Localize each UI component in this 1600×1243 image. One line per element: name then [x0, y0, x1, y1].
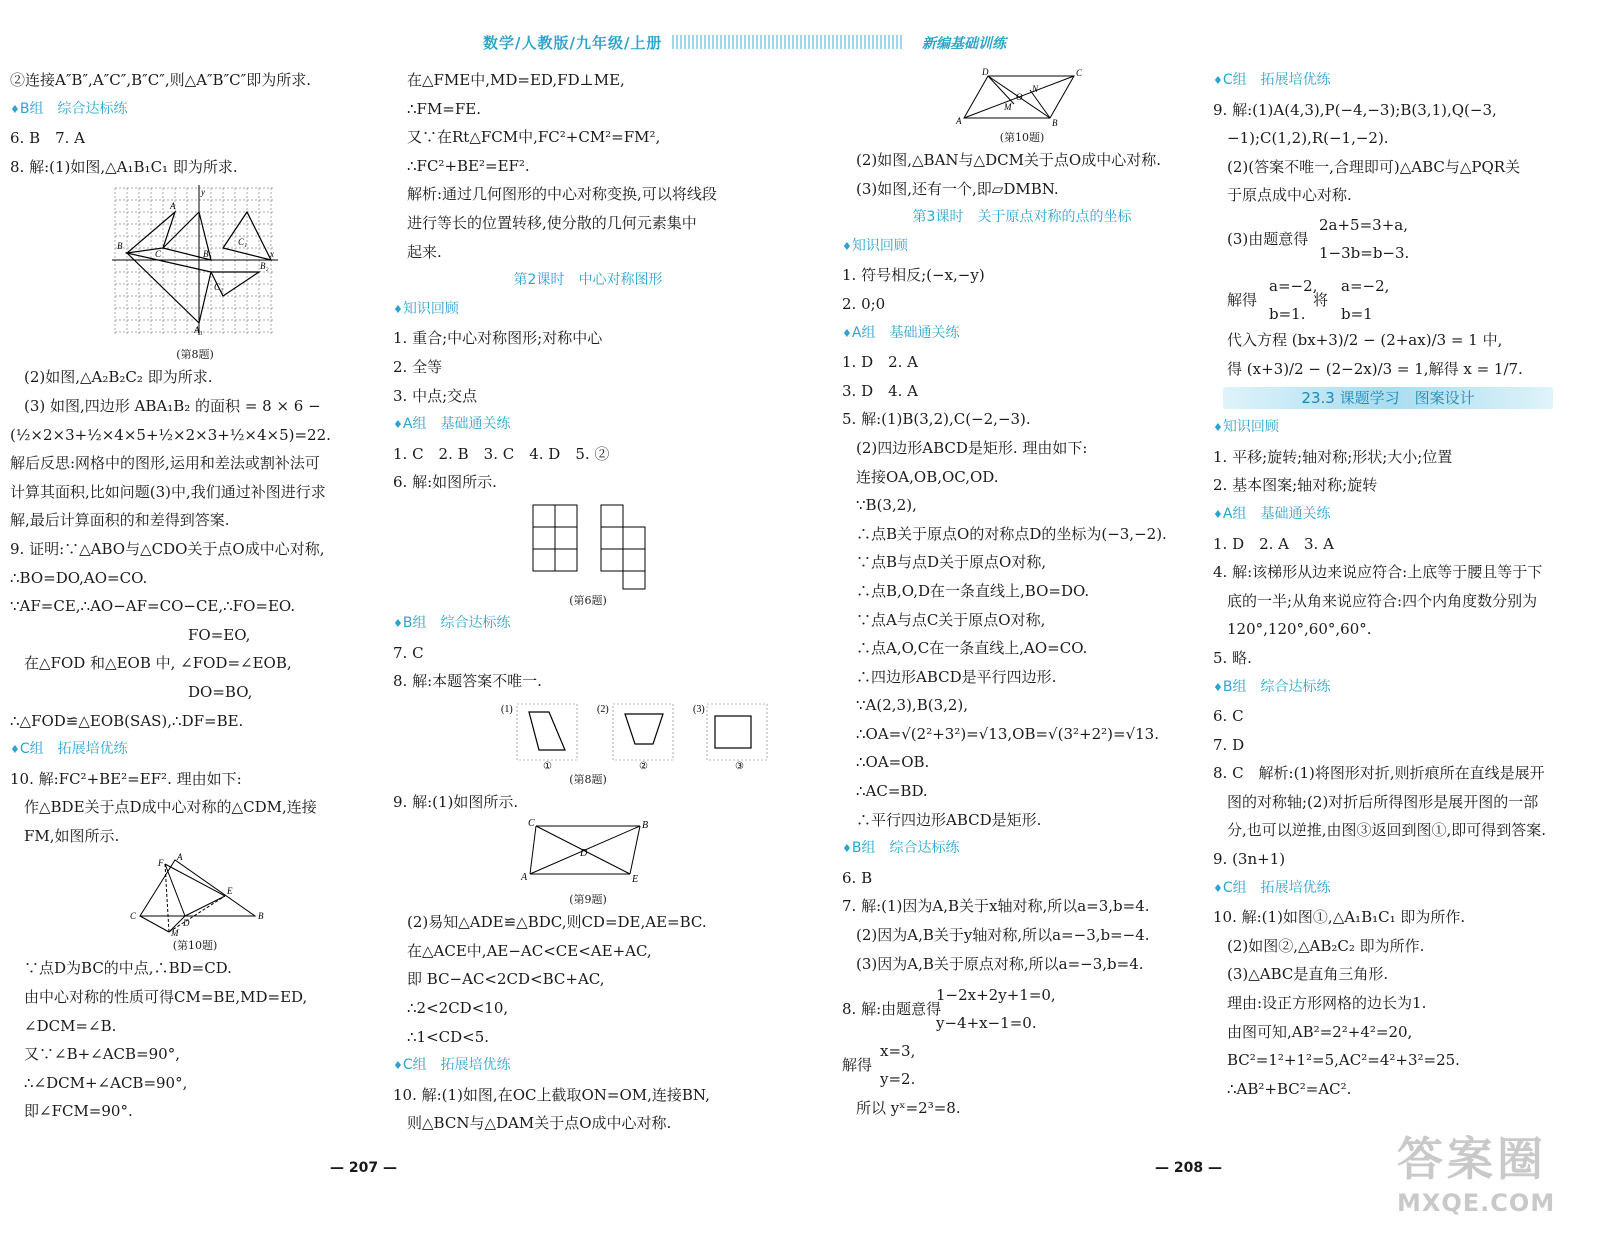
text-line: 解后反思:网格中的图形,运用和差法或割补法可 [10, 454, 320, 473]
text-line: x=3, [880, 1042, 916, 1061]
page-number-left: — 207 — [330, 1160, 397, 1176]
figure-caption: (第10题) [172, 939, 218, 953]
section-b-heading: ♦ B组 综合达标练 [393, 609, 783, 639]
text-line: 6. 解:如图所示. [393, 473, 497, 492]
triangle-figure-10 [125, 852, 265, 939]
text-line: 3. D 4. A [842, 381, 919, 400]
text-line: y=2. [880, 1070, 916, 1089]
svg-text:B: B [642, 820, 649, 832]
brand-name: 新编基础训练 [922, 36, 1006, 52]
text-line: 所以 yˣ=2³=8. [856, 1099, 961, 1118]
watermark-bottom: MXQE.COM [1397, 1189, 1556, 1217]
svg-text:E: E [632, 874, 639, 886]
text-line: 1. D 2. A [842, 353, 919, 372]
watermark [1397, 1123, 1582, 1223]
text-line: 分,也可以逆推,由图③返回到图①,即可得到答案. [1227, 821, 1547, 840]
svg-text:E: E [227, 886, 233, 897]
svg-text:A: A [177, 852, 183, 863]
solution-block [1213, 268, 1598, 326]
text-line: 2. 基本图案;轴对称;旋转 [1213, 476, 1378, 495]
svg-text:B: B [1052, 118, 1058, 128]
text-line: ∴∠DCM+∠ACB=90°, [24, 1073, 188, 1092]
text-line: (3) 如图,四边形 ABA₁B₂ 的面积 = 8 × 6 − [24, 396, 321, 415]
lesson-title: 第2课时 中心对称图形 [513, 272, 663, 289]
text-line: 10. 解:(1)如图①,△A₁B₁C₁ 即为所作. [1213, 908, 1466, 927]
text-line: 解得 [1227, 290, 1258, 309]
svg-text:A: A [170, 201, 176, 212]
section-banner: 23.3 课题学习 图案设计 [1223, 387, 1553, 409]
section-c-heading: ♦ C组 拓展培优练 [393, 1051, 783, 1081]
text-line: 于原点成中心对称. [1227, 186, 1352, 205]
watermark-top: 答案圈 [1397, 1132, 1547, 1186]
text-line: 由图可知,AB²=2²+4²=20, [1227, 1022, 1413, 1041]
column-2 [393, 66, 783, 1138]
svg-text:①: ① [543, 760, 552, 772]
text-line: 则△BCN与△DAM关于点O成中心对称. [407, 1114, 672, 1133]
text-line: ∵A(2,3),B(3,2), [856, 696, 969, 715]
svg-text:C: C [130, 911, 137, 922]
svg-text:(1): (1) [501, 703, 513, 715]
svg-text:A₁: A₁ [194, 325, 203, 336]
text-line: 即 BC−AC<2CD<BC+AC, [407, 970, 605, 989]
parallelogram-figure-10 [952, 68, 1092, 128]
section-c-heading: ♦ C组 拓展培优练 [1213, 874, 1598, 904]
svg-text:x: x [270, 249, 274, 260]
column-4 [1213, 66, 1598, 1103]
figure-caption: (第8题) [569, 772, 607, 786]
section-c-heading: ♦ C组 拓展培优练 [10, 735, 380, 765]
figure-caption: (第8题) [176, 348, 214, 362]
text-line: 解析:通过几何图形的中心对称变换,可以将线段 [407, 185, 717, 204]
text-line: FO=EO, [188, 625, 251, 644]
section-c-heading: ♦ C组 拓展培优练 [1213, 66, 1598, 96]
svg-text:A: A [521, 872, 528, 884]
text-line: 在△FOD 和△EOB 中, ∠FOD=∠EOB, [24, 654, 292, 673]
text-line: 2. 全等 [393, 357, 443, 376]
grid-figure-8 [110, 183, 280, 345]
text-line: 得 (x+3)/2 − (2−2x)/3 = 1,解得 x = 1/7. [1227, 359, 1523, 378]
figure-caption: (第9题) [569, 893, 607, 907]
text-line: ∴四边形ABCD是平行四边形. [856, 667, 1057, 686]
section-b-heading: ♦ B组 综合达标练 [10, 95, 380, 125]
text-line: 5. 略. [1213, 648, 1252, 667]
svg-text:C: C [155, 249, 162, 260]
text-line: 1. 平移;旋转;轴对称;形状;大小;位置 [1213, 447, 1453, 466]
lesson-title: 第3课时 关于原点对称的点的坐标 [912, 209, 1132, 226]
text-line: 解,最后计算面积的和差得到答案. [10, 511, 230, 530]
text-line: 9. (3n+1) [1213, 850, 1286, 869]
svg-text:(2): (2) [597, 703, 609, 715]
text-line: 底的一半;从角来说应符合:四个内角度数分别为 [1227, 591, 1538, 610]
svg-text:M: M [1004, 102, 1012, 112]
text-line: y−4+x−1=0. [936, 1014, 1037, 1033]
text-line: (3)△ABC是直角三角形. [1227, 965, 1389, 984]
section-knowledge-heading: ♦ 知识回顾 [1213, 413, 1598, 443]
text-line: ∵AF=CE,∴AO−AF=CO−CE,∴FO=EO. [10, 597, 296, 616]
svg-text:O: O [1016, 92, 1023, 102]
text-line: 8. 解:(1)如图,△A₁B₁C₁ 即为所求. [10, 157, 238, 176]
svg-text:B₂: B₂ [260, 261, 269, 272]
text-line: ∴平行四边形ABCD是矩形. [856, 810, 1042, 829]
svg-text:C: C [528, 818, 535, 830]
text-line: 1. 符号相反;(−x,−y) [842, 266, 985, 285]
text-line: 在△FME中,MD=ED,FD⊥ME, [407, 71, 625, 89]
text-line: ∴OA=OB. [856, 753, 930, 772]
text-line: 1−3b=b−3. [1319, 243, 1410, 262]
text-line: 连接OA,OB,OC,OD. [856, 467, 999, 486]
text-line: ∴AB²+BC²=AC². [1227, 1079, 1352, 1098]
text-line: 9. 证明:∵△ABO与△CDO关于点O成中心对称, [10, 539, 325, 558]
text-line: ∴△FOD≌△EOB(SAS),∴DF=BE. [10, 711, 244, 730]
figure-caption: (第10题) [999, 131, 1045, 144]
text-line: (2)(答案不唯一,合理即可)△ABC与△PQR关 [1227, 157, 1521, 176]
text-line: 计算其面积,比如问题(3)中,我们通过补图进行求 [10, 482, 326, 501]
column-3 [842, 66, 1202, 1123]
svg-text:C: C [1076, 68, 1083, 78]
svg-text:B: B [258, 911, 264, 922]
svg-text:B: B [117, 241, 123, 252]
section-b-heading: ♦ B组 综合达标练 [842, 834, 1202, 864]
text-line: ∴BO=DO,AO=CO. [10, 568, 148, 587]
text-line: ∴AC=BD. [856, 782, 928, 801]
text-line: (2)易知△ADE≌△BDC,则CD=DE,AE=BC. [407, 913, 707, 932]
text-line: ∴FC²+BE²=EF². [407, 156, 530, 175]
text-line: 6. C [1213, 707, 1244, 726]
figure-caption: (第6题) [569, 593, 607, 607]
text-line: 将 [1313, 290, 1329, 309]
text-line: 3. 中点;交点 [393, 386, 478, 405]
text-line: ∴OA=√(2²+3²)=√13,OB=√(3²+2²)=√13. [856, 724, 1159, 743]
text-line: a=−2, [1269, 276, 1318, 295]
section-knowledge-heading: ♦ 知识回顾 [842, 232, 1202, 262]
text-line: ∵点D为BC的中点,∴BD=CD. [24, 959, 232, 978]
text-line: 8. 解:由题意得 [842, 1000, 942, 1019]
text-line: 10. 解:FC²+BE²=EF². 理由如下: [10, 769, 242, 788]
trapezoid-figure-8 [453, 698, 744, 772]
svg-text:N: N [1032, 84, 1039, 94]
book-title: 数学/人教版/九年级/上册 [483, 34, 663, 52]
text-line: 又∵∠B+∠ACB=90°, [24, 1045, 180, 1064]
text-line: 1. C 2. B 3. C 4. D 5. ② [393, 444, 610, 463]
text-line: −1);C(1,2),R(−1,−2). [1227, 129, 1389, 148]
text-line: b=1 [1341, 304, 1373, 323]
text-line: 进行等长的位置转移,使分散的几何元素集中 [407, 213, 697, 232]
parallelogram-figure-9 [518, 818, 658, 890]
svg-text:y: y [201, 187, 205, 198]
text-line: b=1. [1269, 304, 1306, 323]
section-b-heading: ♦ B组 综合达标练 [1213, 673, 1598, 703]
text-line: FM,如图所示. [24, 826, 120, 845]
text-line: 120°,120°,60°,60°. [1227, 620, 1372, 639]
svg-text:③: ③ [735, 760, 744, 772]
text-line: (2)四边形ABCD是矩形. 理由如下: [856, 438, 1088, 457]
text-line: 8. 解:本题答案不唯一. [393, 672, 542, 691]
text-line: 2a+5=3+a, [1319, 215, 1408, 234]
text-line: 8. C 解析:(1)将图形对折,则折痕所在直线是展开 [1213, 764, 1545, 783]
text-line: (2)如图②,△AB₂C₂ 即为所作. [1227, 936, 1425, 955]
svg-text:②: ② [639, 760, 648, 772]
svg-text:D: D [183, 918, 190, 929]
text-line: ∵点A与点C关于原点O对称, [856, 610, 1046, 629]
text-line: ∴点A,O,C在一条直线上,AO=CO. [856, 639, 1088, 658]
text-line: 4. 解:该梯形从边来说应符合:上底等于腰且等于下 [1213, 563, 1543, 582]
text-line: 5. 解:(1)B(3,2),C(−2,−3). [842, 410, 1031, 429]
text-line: ∴FM=FE. [407, 99, 482, 118]
text-line: 起来. [407, 242, 442, 261]
text-line: 图的对称轴;(2)对折后所得图形是展开图的一部 [1227, 792, 1539, 811]
svg-text:D: D [982, 67, 989, 77]
text-line: ∴1<CD<5. [407, 1027, 490, 1046]
svg-text:C₁: C₁ [238, 237, 248, 248]
text-line: 代入方程 (bx+3)/2 − (2+ax)/3 = 1 中, [1227, 330, 1503, 349]
section-a-heading: ♦ A组 基础通关练 [842, 319, 1202, 349]
section-a-heading: ♦ A组 基础通关练 [1213, 500, 1598, 530]
text-line: (3)由题意得 [1227, 229, 1309, 248]
svg-text:A: A [956, 116, 962, 126]
text-line: 1. 重合;中心对称图形;对称中心 [393, 329, 603, 348]
header-stripe [672, 35, 902, 49]
text-line: (2)如图,△BAN与△DCM关于点O成中心对称. [856, 151, 1161, 169]
text-line: 7. C [393, 643, 424, 662]
text-line: 9. 解:(1)A(4,3),P(−4,−3);B(3,1),Q(−3, [1213, 100, 1497, 119]
text-line: 由中心对称的性质可得CM=BE,MD=ED, [24, 988, 308, 1007]
text-line: (½×2×3+½×4×5+½×2×3+½×4×5)=22. [10, 425, 331, 444]
page-number-right: — 208 — [1155, 1160, 1222, 1176]
text-line: 10. 解:(1)如图,在OC上截取ON=OM,连接BN, [393, 1085, 710, 1104]
text-line: (3)因为A,B关于原点对称,所以a=−3,b=4. [856, 954, 1144, 973]
text-line: ∴2<2CD<10, [407, 999, 509, 1018]
text-line: 6. B 7. A [10, 129, 86, 148]
text-line: 1. D 2. A 3. A [1213, 534, 1334, 553]
svg-text:M: M [171, 928, 179, 939]
text-line: 在△ACE中,AE−AC<CE<AE+AC, [407, 941, 652, 960]
text-line: (2)如图,△A₂B₂C₂ 即为所求. [24, 368, 213, 387]
text-line: 6. B [842, 868, 873, 887]
text-line: DO=BO, [188, 682, 253, 701]
text-line: 9. 解:(1)如图所示. [393, 792, 519, 811]
text-line: 7. D [1213, 735, 1245, 754]
text-line: ∴点B关于原点O的对称点D的坐标为(−3,−2). [856, 524, 1167, 543]
svg-text:(3): (3) [693, 703, 705, 715]
text-line: ②连接A″B″,A″C″,B″C″,则△A″B″C″即为所求. [10, 71, 312, 89]
text-line: 即∠FCM=90°. [24, 1102, 133, 1121]
svg-text:C₂: C₂ [214, 282, 224, 293]
text-line: ∵B(3,2), [856, 496, 917, 515]
text-line: ∴点B,O,D在一条直线上,BO=DO. [856, 581, 1090, 600]
text-line: 又∵在Rt△FCM中,FC²+CM²=FM², [407, 128, 661, 147]
section-a-heading: ♦ A组 基础通关练 [393, 410, 783, 440]
svg-text:D: D [580, 848, 588, 860]
text-line: ∵点B与点D关于原点O对称, [856, 553, 1047, 572]
text-line: BC²=1²+1²=5,AC²=4²+3²=25. [1227, 1051, 1460, 1070]
text-line: 解得 [842, 1056, 873, 1075]
text-line: 1−2x+2y+1=0, [936, 986, 1056, 1005]
section-knowledge-heading: ♦ 知识回顾 [393, 295, 783, 325]
svg-text:B₁: B₁ [203, 249, 212, 260]
text-line: ∠DCM=∠B. [24, 1016, 117, 1035]
text-line: 2. 0;0 [842, 294, 886, 313]
squares-figure-6 [523, 499, 653, 591]
page-header [0, 32, 1600, 54]
text-line: 理由:设正方形网格的边长为1. [1227, 994, 1427, 1013]
text-line: (2)因为A,B关于y轴对称,所以a=−3,b=−4. [856, 926, 1150, 945]
text-line: 7. 解:(1)因为A,B关于x轴对称,所以a=3,b=4. [842, 897, 1150, 916]
column-1 [10, 66, 380, 1126]
text-line: (3)如图,还有一个,即▱DMBN. [856, 179, 1059, 198]
text-line: 作△BDE关于点D成中心对称的△CDM,连接 [24, 798, 317, 817]
text-line: a=−2, [1341, 276, 1390, 295]
svg-text:F: F [158, 858, 164, 869]
